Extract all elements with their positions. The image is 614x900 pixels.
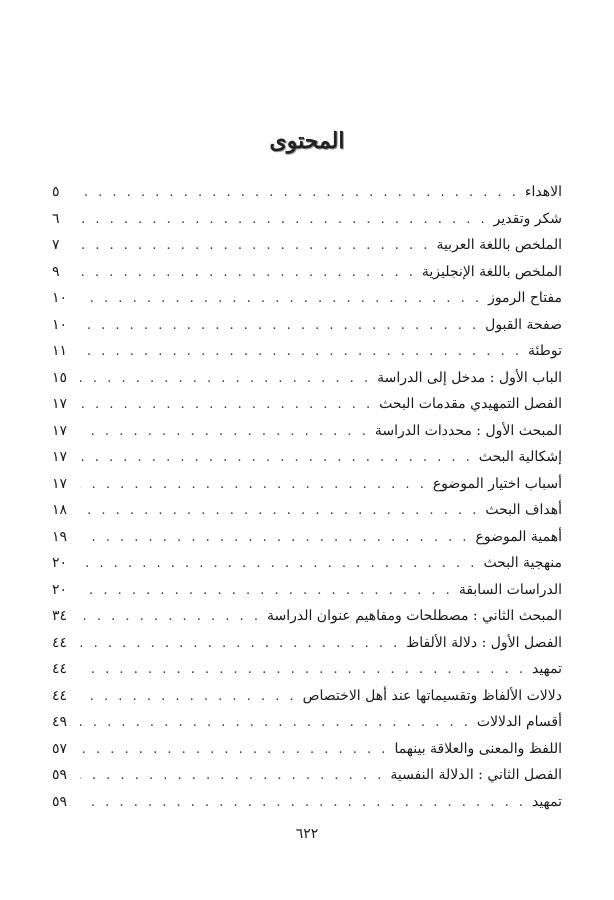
toc-entry-label: أقسام الدلالات	[476, 714, 562, 730]
toc-entry	[52, 237, 562, 264]
page-title: المحتوى	[269, 128, 345, 154]
toc-entry	[52, 317, 562, 344]
toc-entry-label: المبحث الأول : محددات الدراسة	[374, 422, 562, 439]
toc-entry-page: ١٠	[52, 316, 68, 333]
toc-entry	[52, 688, 562, 715]
toc-entry-page: ٥٧	[52, 740, 68, 757]
dot-leader	[80, 636, 400, 651]
dot-leader	[80, 689, 297, 704]
dot-leader	[80, 477, 427, 492]
dot-leader	[80, 185, 519, 200]
toc-entry-page: ٥٩	[52, 767, 68, 783]
toc-entry-label: الباب الأول : مدخل إلى الدراسة	[377, 369, 562, 386]
toc-entry-label: المبحث الثاني : مصطلحات ومفاهيم عنوان الدراسة	[266, 608, 562, 624]
toc-entry-page: ٤٤	[52, 687, 68, 704]
dot-leader	[80, 424, 369, 439]
toc-entry	[52, 449, 562, 476]
toc-entry-page: ٦	[52, 210, 60, 227]
toc-entry-label: الفصل التمهيدي مقدمات البحث	[379, 396, 562, 412]
toc-entry-page: ١٧	[52, 449, 68, 465]
dot-leader	[80, 397, 373, 412]
toc-entry	[52, 529, 562, 556]
toc-entry-page: ٥٩	[52, 793, 68, 810]
toc-entry-page: ١٧	[52, 475, 68, 492]
toc-entry	[52, 476, 562, 503]
toc-entry	[52, 794, 562, 821]
toc-entry	[52, 423, 562, 450]
toc-entry	[52, 184, 562, 211]
toc-entry-label: مفتاح الرموز	[488, 290, 562, 306]
dot-leader	[80, 265, 416, 280]
toc-entry-label: منهجية البحث	[483, 555, 562, 571]
toc-entry-page: ٤٤	[52, 661, 68, 677]
toc-entry-page: ١٧	[52, 422, 68, 439]
toc-entry-page: ٢٠	[52, 581, 68, 598]
toc-entry-page: ١٥	[52, 369, 68, 386]
toc-entry-label: اللفظ والمعنى والعلاقة بينهما	[394, 740, 562, 757]
toc-entry	[52, 502, 562, 529]
dot-leader	[80, 768, 384, 783]
dot-leader	[80, 662, 526, 677]
toc-entry-label: دلالات الألفاظ وتقسيماتها عند أهل الاختصاص	[302, 687, 562, 704]
page-number: ٦٢٢	[295, 826, 319, 842]
toc-entry-label: الاهداء	[524, 184, 562, 200]
toc-entry-label: أهمية الموضوع	[475, 528, 562, 545]
toc-entry-label: الملخص باللغة الإنجليزية	[421, 263, 562, 280]
toc-entry-page: ١٨	[52, 502, 68, 518]
toc-entry	[52, 396, 562, 423]
dot-leader	[80, 450, 473, 465]
dot-leader	[80, 742, 388, 757]
toc-entry-label: أهداف البحث	[485, 502, 562, 518]
dot-leader	[80, 556, 477, 571]
dot-leader	[80, 503, 479, 518]
dot-leader	[80, 795, 526, 810]
toc-entry-label: إشكالية البحث	[478, 449, 562, 465]
toc-entry	[52, 582, 562, 609]
dot-leader	[80, 238, 430, 253]
toc-entry	[52, 555, 562, 582]
toc-entry	[52, 290, 562, 317]
toc-entry-page: ١١	[52, 343, 68, 359]
toc-entry-page: ١٩	[52, 528, 68, 545]
toc-entry-label: صفحة القبول	[485, 316, 562, 333]
toc-entry	[52, 635, 562, 662]
dot-leader	[80, 344, 522, 359]
toc-entry-page: ١٠	[52, 290, 68, 306]
dot-leader	[80, 371, 371, 386]
dot-leader	[80, 609, 261, 624]
dot-leader	[80, 530, 469, 545]
toc-entry	[52, 767, 562, 794]
toc-entry	[52, 741, 562, 768]
toc-entry-page: ٤٤	[52, 634, 68, 651]
dot-leader	[80, 583, 453, 598]
toc-entry	[52, 370, 562, 397]
toc-entry-label: الفصل الثاني : الدلالة النفسية	[390, 767, 562, 783]
toc-entry	[52, 211, 562, 238]
dot-leader	[80, 715, 471, 730]
toc-entry-label: الدراسات السابقة	[458, 581, 562, 598]
toc-entry-page: ٣٤	[52, 608, 68, 624]
dot-leader	[80, 291, 482, 306]
toc-entry-label: شكر وتقدير	[493, 210, 562, 227]
toc-entry	[52, 714, 562, 741]
toc-entry	[52, 264, 562, 291]
toc-entry	[52, 608, 562, 635]
toc-entry-page: ٧	[52, 237, 60, 253]
toc-entry-label: تمهيد	[531, 661, 562, 677]
dot-leader	[80, 212, 488, 227]
toc-entry-page: ٤٩	[52, 714, 68, 730]
toc-entry-page: ١٧	[52, 396, 68, 412]
toc-entry-label: توطئة	[527, 343, 562, 359]
toc-entry-label: الملخص باللغة العربية	[436, 237, 562, 253]
toc-entry-page: ٩	[52, 263, 60, 280]
toc-entry-page: ٢٠	[52, 555, 68, 571]
table-of-contents	[52, 184, 562, 820]
toc-entry-label: الفصل الأول : دلالة الألفاظ	[406, 634, 562, 651]
toc-entry	[52, 343, 562, 370]
toc-entry-page: ٥	[52, 184, 60, 200]
toc-entry	[52, 661, 562, 688]
dot-leader	[80, 318, 479, 333]
toc-entry-label: أسباب اختيار الموضوع	[432, 475, 562, 492]
toc-entry-label: تمهيد	[531, 793, 562, 810]
